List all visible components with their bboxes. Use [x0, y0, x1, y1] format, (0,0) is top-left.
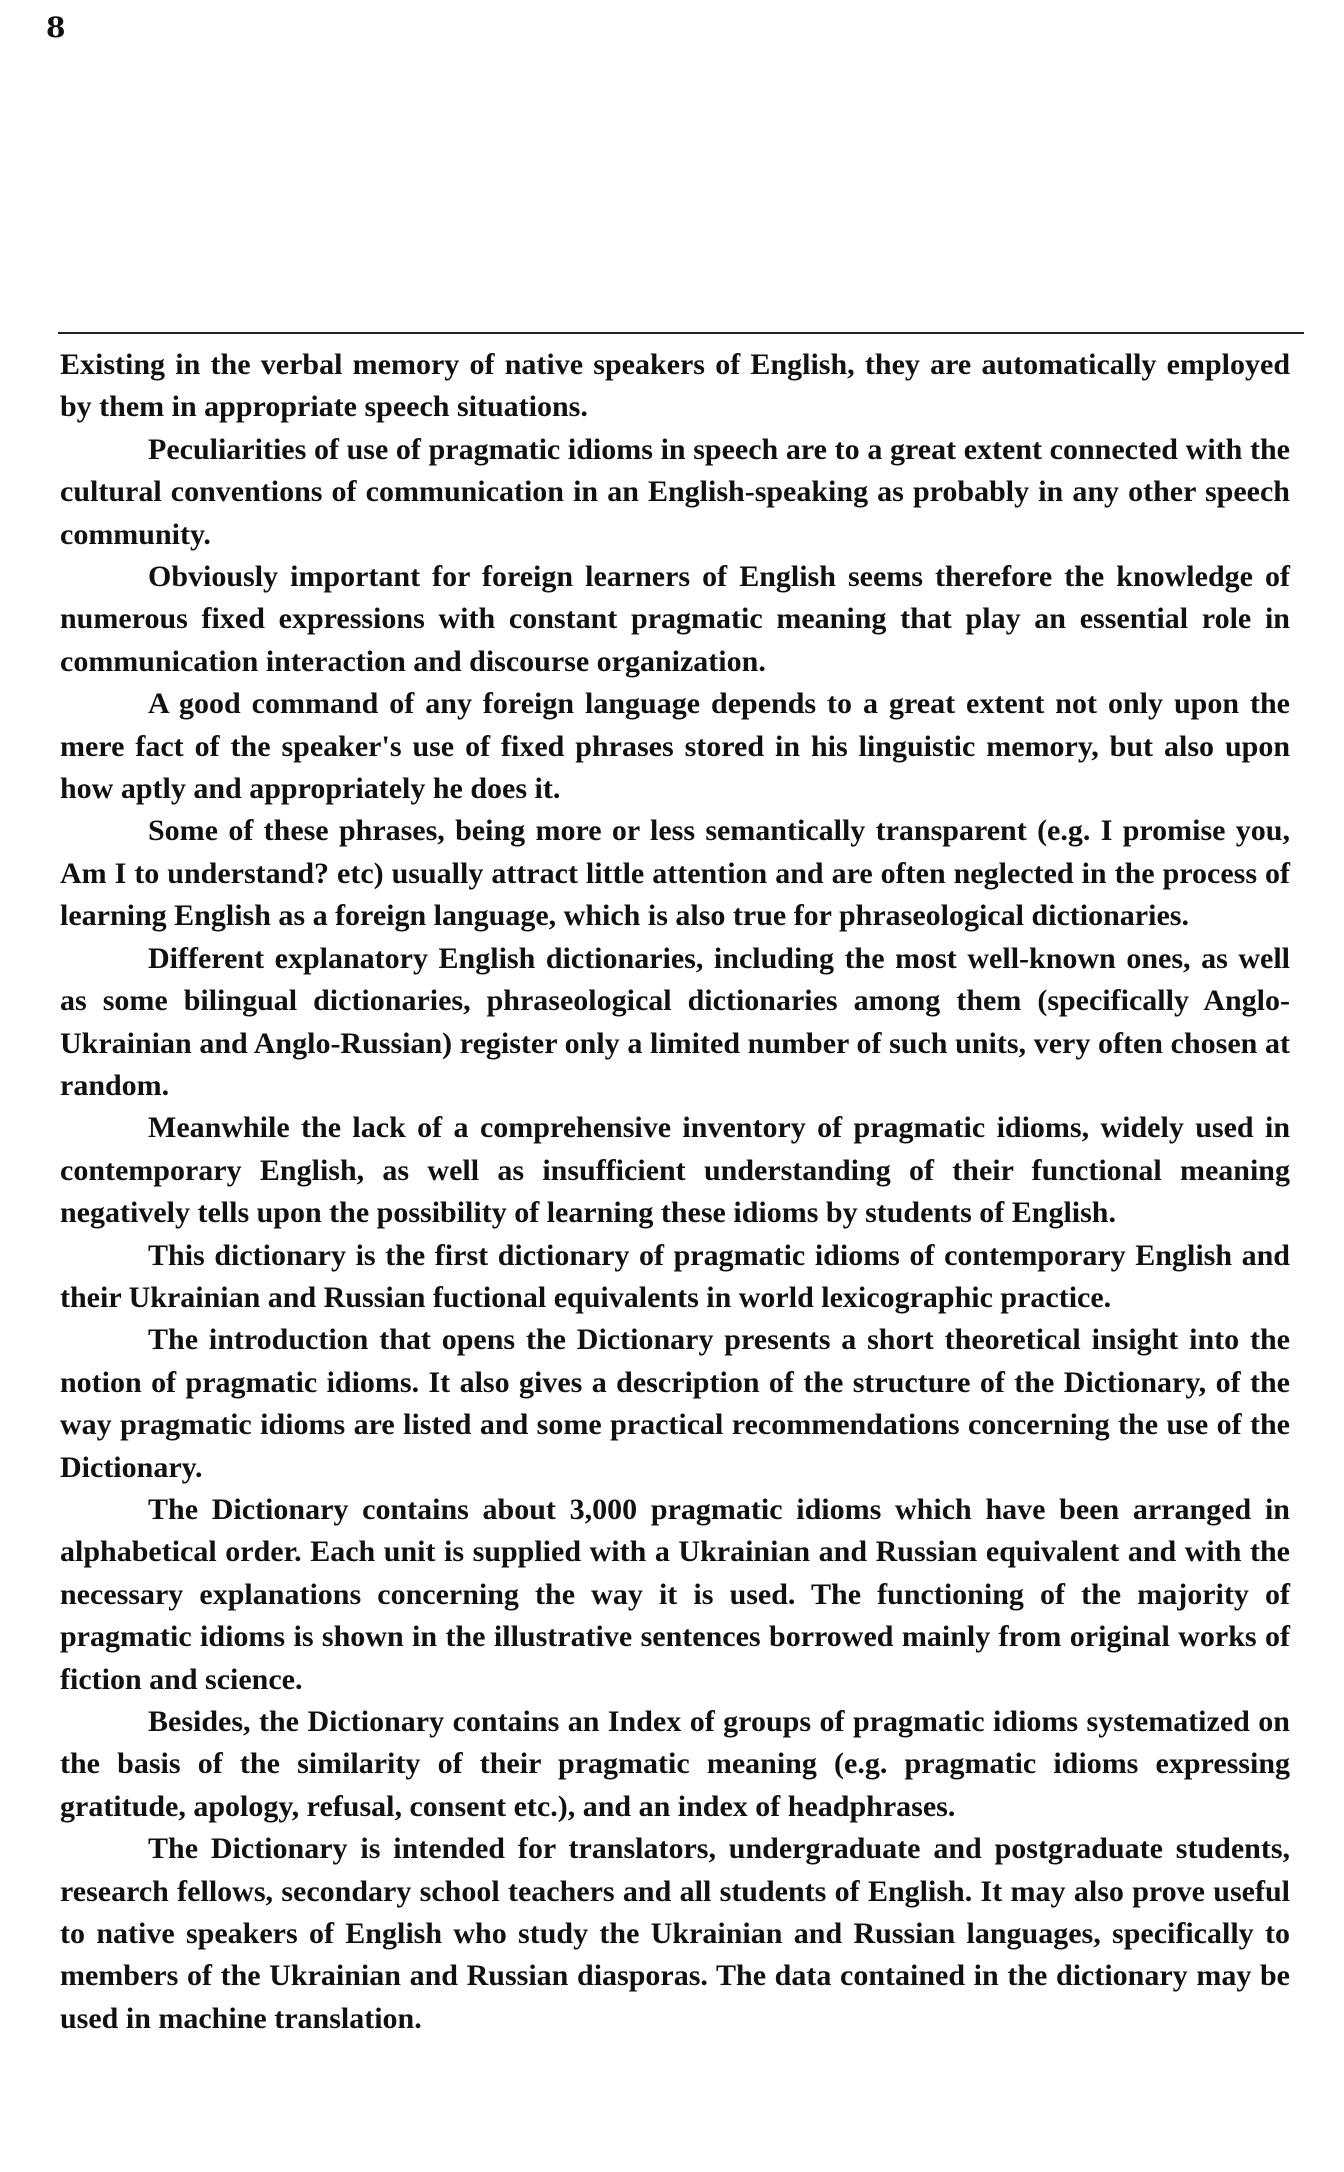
horizontal-rule — [58, 332, 1304, 334]
paragraph-7: Meanwhile the lack of a comprehensive inventory of pragmatic idioms, widely used in contemporary English, as well as insufficient understanding of their functional meaning negatively tells upon the possibility of learning these idioms by students of English. — [60, 1111, 1290, 1230]
paragraph-6: Different explanatory English dictionaries, including the most well-known ones, as well as some bilingual dictionaries, phraseological dictionaries among them (specifically Anglo-Ukrainian and Anglo-Russian) register only a limited number of such units, very often chosen at random. — [60, 941, 1290, 1102]
paragraph-9: The introduction that opens the Dictionary presents a short theoretical insight into the notion of pragmatic idioms. It also gives a description of the structure of the Dictionary, of the way pragmatic idioms are listed and some practical recommendations concerning the use of the Dictionary. — [60, 1323, 1290, 1484]
paragraph-3: Obviously important for foreign learners of English seems therefore the knowledge of numerous fixed expressions with constant pragmatic meaning that play an essential role in communication interaction and discourse organization. — [60, 560, 1290, 678]
body-text — [60, 344, 1290, 2040]
paragraph-5: Some of these phrases, being more or less semantically transparent (e.g. I promise you, Am I to understand? etc) usually attract little attention and are often neglected in the process of learning English as a foreign language, which is also true for phraseological dictionaries. — [60, 814, 1290, 933]
paragraph-10: The Dictionary contains about 3,000 pragmatic idioms which have been arranged in alphabetical order. Each unit is supplied with a Ukrainian and Russian equivalent and with the necessary explanations concerning the way it is used. The functioning of the majority of pragmatic idioms is shown in the illustrative sentences borrowed mainly from original works of fiction and science. — [60, 1492, 1290, 1696]
paragraph-2: Peculiarities of use of pragmatic idioms in speech are to a great extent connected with the cultural conventions of communication in an English-speaking as probably in any other speech community. — [60, 432, 1290, 551]
paragraph-12: The Dictionary is intended for translators, undergraduate and postgraduate students, research fellows, secondary school teachers and all students of English. It may also prove useful to native speakers of English who study the Ukrainian and Russian languages, specifically to members of the Ukrainian and Russian diasporas. The data contained in the dictionary may be used in machine translation. — [60, 1832, 1290, 2035]
paragraph-8: This dictionary is the first dictionary of pragmatic idioms of contemporary English and their Ukrainian and Russian fuctional equivalents in world lexicographic practice. — [60, 1238, 1290, 1314]
paragraph-4: A good command of any foreign language depends to a great extent not only upon the mere fact of the speaker's use of fixed phrases stored in his linguistic memory, but also upon how aptly and appropriately he does it. — [60, 687, 1290, 806]
page-number: 8 — [46, 11, 66, 44]
paragraph-1: Existing in the verbal memory of native speakers of English, they are automatically employed by them in appropriate speech situations. — [60, 348, 1290, 424]
paragraph-11: Besides, the Dictionary contains an Index of groups of pragmatic idioms systematized on the basis of the similarity of their pragmatic meaning (e.g. pragmatic idioms expressing gratitude, apology, refusal, consent etc.), and an index of headphrases. — [60, 1705, 1290, 1823]
